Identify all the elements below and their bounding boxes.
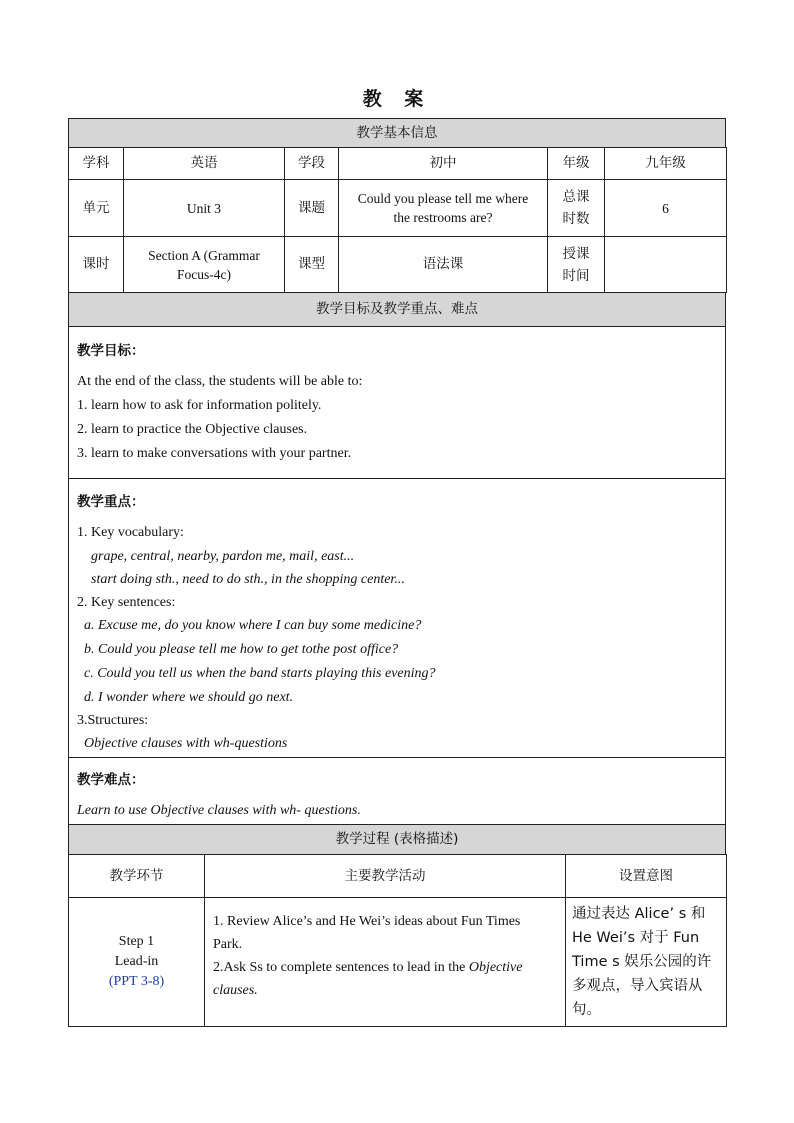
objectives-line: 3. learn to make conversations with your partner. <box>77 446 352 461</box>
vocab-line: grape, central, nearby, pardon me, mail, east... <box>91 549 355 564</box>
key-sentence: c. Could you tell us when the band starts playing this evening? <box>84 666 436 681</box>
table-cell: 课时 <box>69 237 124 293</box>
activity-line: 1. Review Alice’s and He Wei’s ideas about Fun Times Park. <box>213 914 521 952</box>
vocab-title: 1. Key vocabulary: <box>77 525 184 540</box>
structures-title: 3.Structures: <box>77 713 149 728</box>
table-cell: Section A (Grammar Focus-4c) <box>124 237 285 293</box>
table-cell: 总课时数 <box>548 180 605 237</box>
objectives-header-text: 教学目标及教学重点、难点 <box>316 301 478 317</box>
sentences-title: 2. Key sentences: <box>77 595 176 610</box>
activity-line-text: 2.Ask Ss to complete sentences to lead in the <box>213 960 469 975</box>
process-table <box>68 854 727 1027</box>
difficulties-label: 教学难点： <box>77 772 145 788</box>
column-header: 教学环节 <box>69 855 205 898</box>
key-points-label: 教学重点： <box>77 494 145 510</box>
difficulties-section <box>68 757 726 825</box>
basic-info-header <box>68 118 726 148</box>
objectives-header <box>68 292 726 327</box>
table-cell: 课型 <box>285 237 339 293</box>
activity-line <box>213 956 557 1002</box>
table-cell: 单元 <box>69 180 124 237</box>
table-cell: 语法课 <box>339 237 548 293</box>
table-cell: 学科 <box>69 148 124 180</box>
table-cell: 初中 <box>339 148 548 180</box>
table-row <box>69 148 727 180</box>
objectives-line: 1. learn how to ask for information politely. <box>77 398 322 413</box>
objectives-line: At the end of the class, the students will be able to: <box>77 374 363 389</box>
step-number: Step 1 <box>118 934 155 949</box>
table-row <box>69 898 727 1027</box>
table-cell: 九年级 <box>605 148 727 180</box>
basic-info-table <box>68 147 727 293</box>
table-cell: Unit 3 <box>124 180 285 237</box>
table-cell: Could you please tell me where the restrooms are? <box>339 180 548 237</box>
table-row <box>69 180 727 237</box>
table-row <box>69 237 727 293</box>
objectives-section <box>68 326 726 479</box>
intent-cell: 通过表达 Alice’ s 和 He Wei’s 对于 Fun Time s 娱乐公园的许多观点，导入宾语从句。 <box>566 898 727 1027</box>
table-cell: 课题 <box>285 180 339 237</box>
column-header: 主要教学活动 <box>205 855 566 898</box>
document-title: 教 案 <box>362 88 432 110</box>
column-header: 设置意图 <box>566 855 727 898</box>
structures-text: Objective clauses with wh-questions <box>84 736 288 751</box>
difficulties-text: Learn to use Objective clauses with wh- questions. <box>77 803 361 818</box>
table-cell: 学段 <box>285 148 339 180</box>
key-sentence: b. Could you please tell me how to get tothe post office? <box>84 642 399 657</box>
step-name: Lead-in <box>114 954 159 969</box>
key-points-section <box>68 478 726 758</box>
vocab-line: start doing sth., need to do sth., in the shopping center... <box>91 572 405 587</box>
basic-info-header-text: 教学基本信息 <box>356 125 438 141</box>
step-cell <box>69 898 205 1027</box>
activities-cell <box>205 898 566 1027</box>
step-ppt: (PPT 3-8) <box>108 974 165 989</box>
objectives-label: 教学目标： <box>77 343 145 359</box>
table-cell: 6 <box>605 180 727 237</box>
table-cell <box>605 237 727 293</box>
process-header-text: 教学过程 (表格描述) <box>335 831 459 847</box>
objectives-line: 2. learn to practice the Objective clauses. <box>77 422 308 437</box>
key-sentence: d. I wonder where we should go next. <box>84 690 294 705</box>
table-cell: 年级 <box>548 148 605 180</box>
table-cell: 英语 <box>124 148 285 180</box>
table-cell: 授课时间 <box>548 237 605 293</box>
process-header <box>68 824 726 855</box>
activity-line-italic: Objective clauses. <box>213 960 523 998</box>
table-row <box>69 855 727 898</box>
key-sentence: a. Excuse me, do you know where I can buy some medicine? <box>84 618 422 633</box>
